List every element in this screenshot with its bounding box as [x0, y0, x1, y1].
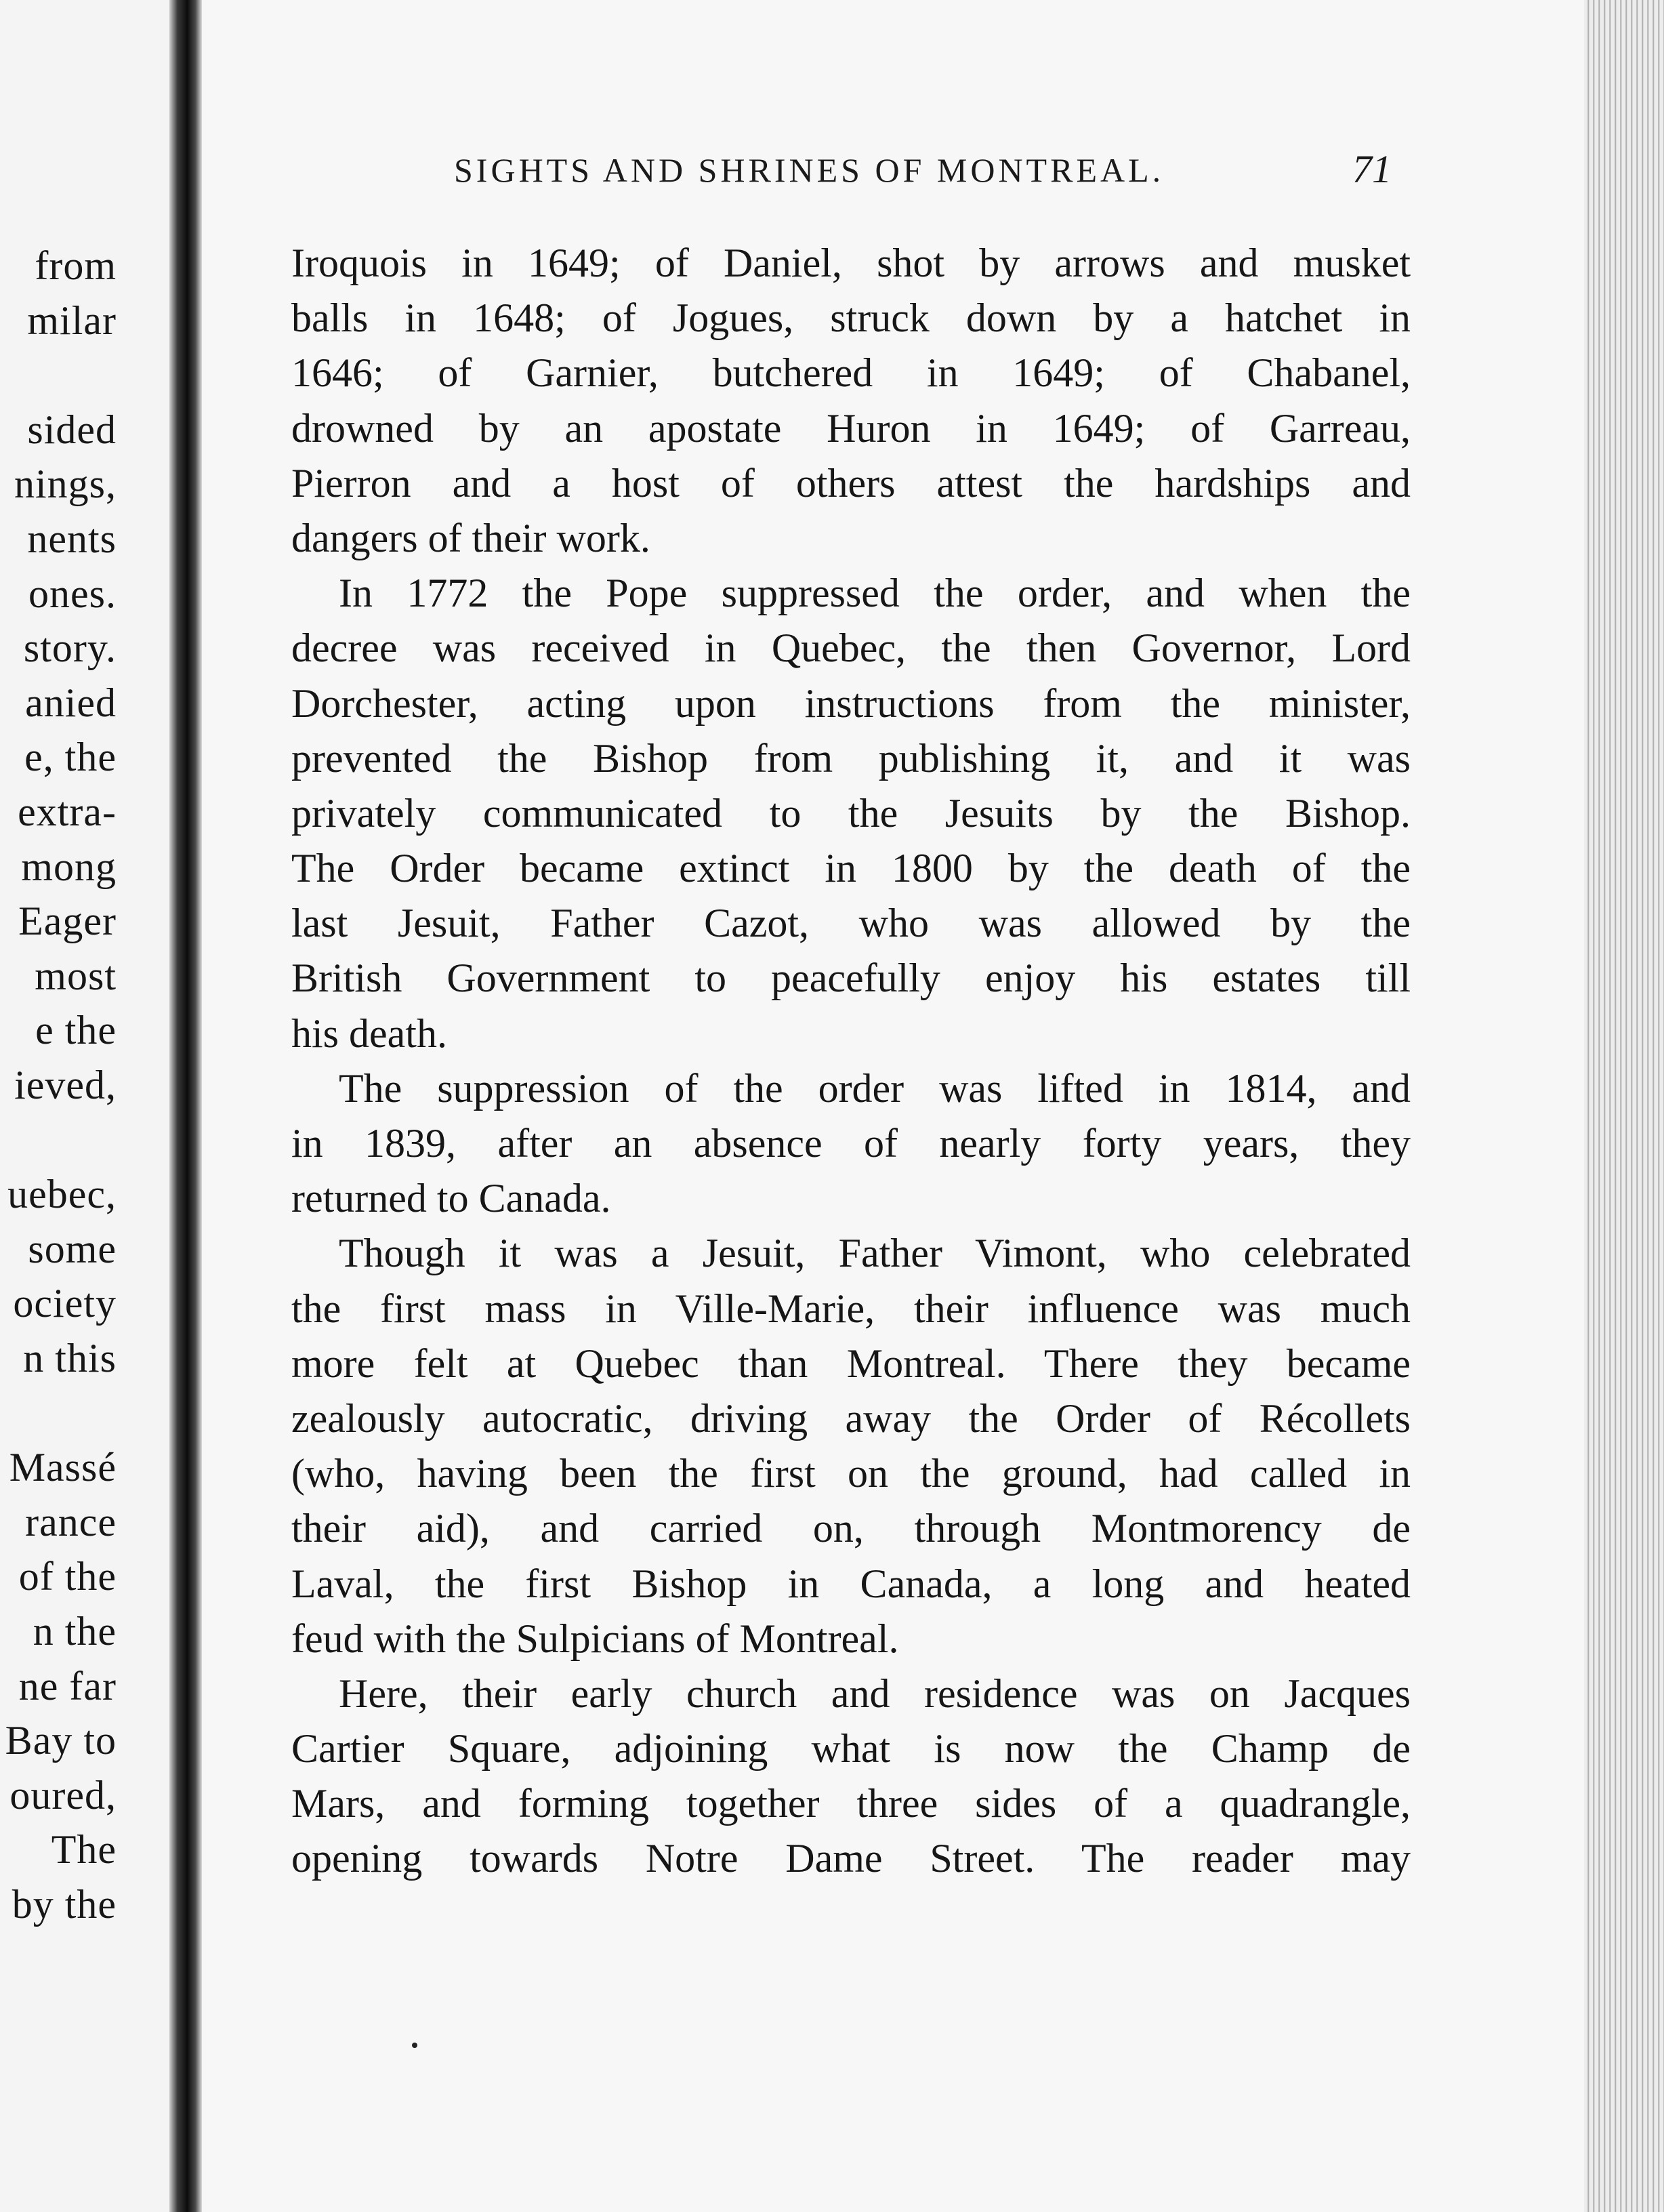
text-line: the first mass in Ville-Marie, their influence was much	[291, 1286, 1411, 1331]
left-page-fragment: ones.	[28, 571, 117, 616]
left-page-fragment: ne far	[18, 1663, 117, 1708]
text-line: Here, their early church and residence was on Jacques	[339, 1671, 1411, 1716]
text-line: his death.	[291, 1010, 447, 1056]
text-line: 1646; of Garnier, butchered in 1649; of Chabanel,	[291, 350, 1411, 396]
text-line: Dorchester, acting upon instructions from the minister,	[291, 680, 1411, 726]
left-page-fragment: rance	[25, 1499, 117, 1544]
left-facing-page	[0, 0, 169, 2212]
left-page-fragment: ieved,	[14, 1063, 117, 1107]
left-page-fragment: nents	[27, 516, 117, 561]
left-page-fragment: Bay to	[5, 1718, 117, 1763]
left-page-fragment: n this	[23, 1336, 117, 1380]
left-page-fragment: ociety	[13, 1281, 117, 1326]
text-line: Pierron and a host of others attest the hardships and	[291, 460, 1411, 506]
left-page-fragment: n the	[33, 1609, 117, 1654]
ink-speck	[412, 2043, 417, 2048]
text-line: (who, having been the first on the ground, had called in	[291, 1451, 1411, 1496]
text-line: The suppression of the order was lifted in 1814, and	[339, 1065, 1411, 1111]
text-line: In 1772 the Pope suppressed the order, and when the	[339, 571, 1411, 616]
text-line: Mars, and forming together three sides of a quadrangle,	[291, 1781, 1411, 1826]
left-page-fragment: extra-	[18, 790, 117, 834]
text-line: in 1839, after an absence of nearly forty years, they	[291, 1121, 1411, 1166]
left-page-fragment: Eager	[18, 899, 117, 944]
right-page	[202, 0, 1584, 2212]
page-stack-edges	[1584, 0, 1664, 2212]
left-page-fragment: e, the	[24, 735, 117, 780]
page-number: 71	[1352, 147, 1392, 191]
left-page-fragment: anied	[25, 680, 117, 725]
text-line: prevented the Bishop from publishing it, and it was	[291, 735, 1411, 781]
left-page-fragment: oured,	[9, 1772, 117, 1818]
text-line: drowned by an apostate Huron in 1649; of Garreau,	[291, 405, 1411, 451]
left-page-fragment: e the	[35, 1008, 117, 1053]
text-line: Laval, the first Bishop in Canada, a long and heated	[291, 1561, 1411, 1606]
text-line: feud with the Sulpicians of Montreal.	[291, 1616, 899, 1661]
left-page-fragment: by the	[12, 1882, 117, 1927]
body-text	[291, 236, 1411, 1887]
left-page-fragment: milar	[27, 298, 117, 343]
text-line: last Jesuit, Father Cazot, who was allowed by the	[291, 901, 1411, 946]
text-line: returned to Canada.	[291, 1176, 611, 1221]
text-line: their aid), and carried on, through Montmorency de	[291, 1506, 1411, 1551]
book-spine-gutter	[169, 0, 202, 2212]
text-line: privately communicated to the Jesuits by the Bishop.	[291, 790, 1411, 836]
text-line: dangers of their work.	[291, 515, 650, 560]
left-page-fragment: story.	[23, 626, 117, 671]
text-line: opening towards Notre Dame Street. The reader may	[291, 1836, 1411, 1881]
left-page-fragment: nings,	[14, 462, 117, 507]
left-page-fragment: uebec,	[7, 1172, 117, 1217]
left-page-fragment: some	[28, 1226, 117, 1271]
text-line: Cartier Square, adjoining what is now the Champ de	[291, 1726, 1411, 1771]
text-line: more felt at Quebec than Montreal. There they became	[291, 1340, 1411, 1386]
left-page-fragment: most	[35, 953, 117, 998]
text-line: British Government to peacefully enjoy his estates till	[291, 956, 1411, 1001]
left-page-fragment: The	[51, 1827, 117, 1872]
left-page-fragment: sided	[27, 407, 117, 452]
text-line: zealously autocratic, driving away the Order of Récollets	[291, 1395, 1411, 1441]
text-line: balls in 1648; of Jogues, struck down by a hatchet in	[291, 295, 1411, 341]
text-line: Though it was a Jesuit, Father Vimont, who celebrated	[339, 1231, 1411, 1276]
left-page-fragment: of the	[18, 1554, 117, 1599]
text-line: Iroquois in 1649; of Daniel, shot by arrows and musket	[291, 241, 1411, 285]
left-page-fragment: mong	[21, 844, 117, 889]
left-page-fragment: Massé	[9, 1445, 117, 1490]
running-head-title: SIGHTS AND SHRINES OF MONTREAL.	[454, 151, 1165, 189]
text-line: decree was received in Quebec, the then Governor, Lord	[291, 626, 1411, 671]
left-page-fragment: from	[35, 243, 117, 288]
text-line: The Order became extinct in 1800 by the death of the	[291, 846, 1411, 891]
